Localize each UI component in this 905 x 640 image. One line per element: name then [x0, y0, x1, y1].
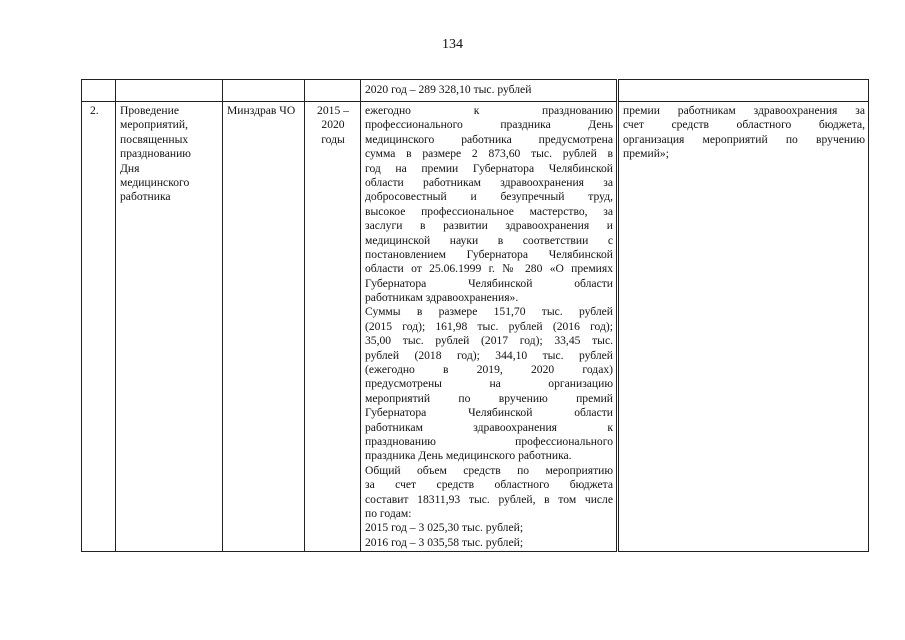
description-line: по годам: [365, 506, 412, 520]
description-line: заслуги в развитии здравоохранения и [365, 219, 613, 233]
description-line: 2016 год – 3 035,58 тыс. рублей; [365, 535, 524, 549]
cell-description-2020: 2020 год – 289 328,10 тыс. рублей [361, 80, 618, 102]
cell-executor-empty [223, 80, 305, 102]
result-line: организация мероприятий по вручению [623, 132, 865, 146]
description-line: мероприятий по вручению премий [365, 391, 613, 405]
description-line: за счет средств областного бюджета [365, 478, 613, 492]
result-line: премии работникам здравоохранения за [623, 104, 865, 117]
cell-number-empty [82, 80, 116, 102]
event-name-line: Дня [120, 161, 140, 175]
description-line: постановлением Губернатора Челябинской [365, 247, 613, 261]
cell-name-empty [116, 80, 223, 102]
cell-years [305, 102, 361, 552]
description-line: Губернатора Челябинской области [365, 406, 613, 420]
event-name-line: посвященных [120, 132, 189, 146]
description-line: празднованию профессионального [365, 435, 613, 448]
years-line: 2015 – [317, 104, 349, 117]
table-row-continuation [82, 80, 869, 102]
description-line: медицинской науки в соответствии с [365, 233, 613, 247]
event-name-line: мероприятий, [120, 118, 188, 132]
description-line: составит 18311,93 тыс. рублей, в том числе [365, 492, 613, 506]
cell-event-name [116, 102, 223, 552]
cell-executor: Минздрав ЧО [223, 102, 305, 552]
description-line: медицинского работника предусмотрена [365, 132, 613, 146]
description-line: 2015 год – 3 025,30 тыс. рублей; [365, 521, 524, 535]
cell-number: 2. [82, 102, 116, 552]
description-line: Губернатора Челябинской области [365, 276, 613, 290]
description-line: (2015 год); 161,98 тыс. рублей (2016 год); [365, 319, 613, 333]
cell-years-empty [305, 80, 361, 102]
cell-description [361, 102, 618, 552]
description-line: год на премии Губернатора Челябинской [365, 161, 613, 175]
program-table [81, 79, 869, 552]
description-line: праздника День медицинского работника. [365, 449, 572, 463]
description-line: предусмотрены на организацию [365, 377, 613, 391]
description-line: области от 25.06.1999 г. № 280 «О премиях [365, 262, 613, 276]
result-line: премий»; [623, 147, 669, 161]
page-number: 134 [442, 37, 463, 52]
result-line: счет средств областного бюджета, [623, 118, 865, 132]
description-line: добросовестный и безупречный труд, [365, 190, 613, 204]
event-name-line: работника [120, 190, 171, 204]
description-line: высокое профессиональное мастерство, за [365, 204, 613, 218]
description-line: сумма в размере 2 873,60 тыс. рублей в [365, 147, 613, 161]
event-name-line: медицинского [120, 176, 190, 190]
cell-result-empty [618, 80, 869, 102]
years-line: годы [321, 132, 345, 146]
description-line: области работникам здравоохранения за [365, 175, 613, 189]
description-line: Общий объем средств по мероприятию [365, 463, 613, 477]
cell-result [618, 102, 869, 552]
event-name-line: Проведение [120, 104, 179, 117]
event-name-line: празднованию [120, 147, 191, 161]
description-line: (ежегодно в 2019, 2020 годах) [365, 363, 613, 377]
description-line: ежегодно к празднованию [365, 104, 613, 117]
description-line: профессионального праздника День [365, 118, 613, 132]
description-line: работникам здравоохранения к [365, 420, 613, 434]
years-line: 2020 [321, 118, 345, 132]
description-line: рублей (2018 год); 344,10 тыс. рублей [365, 348, 613, 362]
description-line: работникам здравоохранения». [365, 291, 519, 305]
table-row-item-2 [82, 102, 869, 552]
description-line: Суммы в размере 151,70 тыс. рублей [365, 305, 613, 319]
description-line: 35,00 тыс. рублей (2017 год); 33,45 тыс. [365, 334, 613, 348]
